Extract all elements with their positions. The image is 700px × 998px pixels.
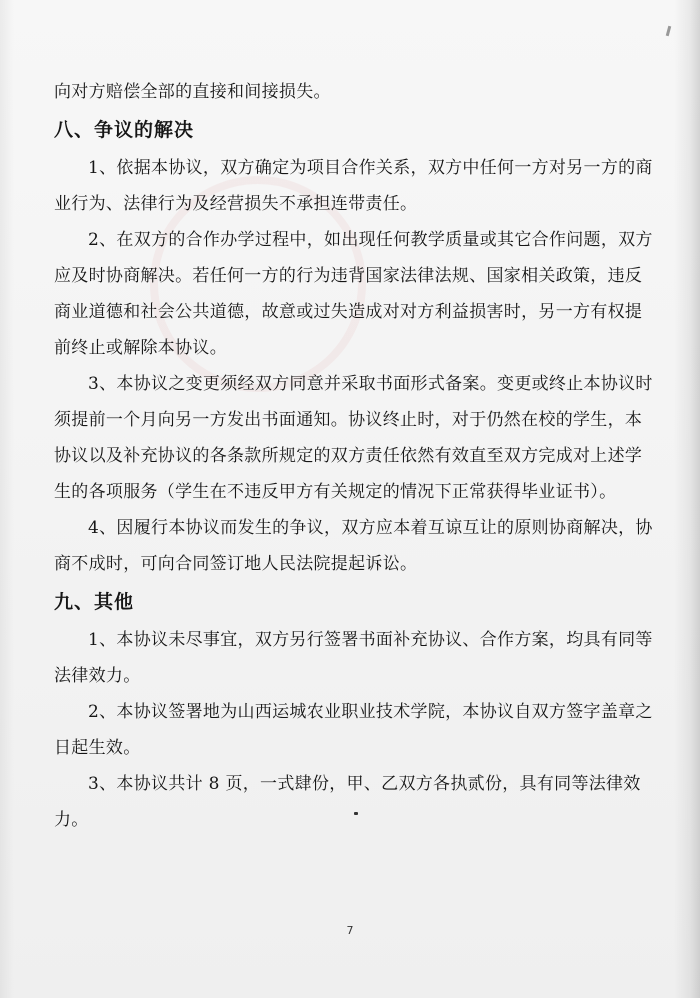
clause-9-2: 2、本协议签署地为山西运城农业职业技术学院，本协议自双方签字盖章之日起生效。 <box>54 702 653 758</box>
clause-8-3: 3、本协议之变更须经双方同意并采取书面形式备案。变更或终止本协议时须提前一个月向另一方发出书面通知。协议终止时，对于仍然在校的学生，本协议以及补充协议的各条款所规定的双方责任依然有效直至双方完成对上述学生的各项服务（学生在不违反甲方有关规定的情况下正常获得毕业证书）。 <box>54 374 653 502</box>
clause-8-1: 1、依据本协议，双方确定为项目合作关系，双方中任何一方对另一方的商业行为、法律行为及经营损失不承担连带责任。 <box>54 158 653 214</box>
page-number: 7 <box>346 924 354 937</box>
document-body <box>54 74 658 838</box>
clause-8-2: 2、在双方的合作办学过程中，如出现任何教学质量或其它合作问题，双方应及时协商解决。若任何一方的行为违背国家法律法规、国家相关政策，违反商业道德和社会公共道德，故意或过失造成对对方利益损害时，另一方有权提前终止或解除本协议。 <box>54 230 653 358</box>
clause-8-4: 4、因履行本协议而发生的争议，双方应本着互谅互让的原则协商解决，协商不成时，可向合同签订地人民法院提起诉讼。 <box>54 518 653 574</box>
ink-dot <box>354 812 358 815</box>
clause-9-3: 3、本协议共计 8 页，一式肆份，甲、乙双方各执贰份，具有同等法律效力。 <box>54 774 641 830</box>
section-heading-disputes: 八、争议的解决 <box>54 119 195 141</box>
clause-9-1: 1、本协议未尽事宜，双方另行签署书面补充协议、合作方案，均具有同等法律效力。 <box>54 630 653 686</box>
continuation-line: 向对方赔偿全部的直接和间接损失。 <box>54 82 331 102</box>
section-heading-other: 九、其他 <box>54 591 135 613</box>
scan-edge-mark <box>666 26 671 36</box>
